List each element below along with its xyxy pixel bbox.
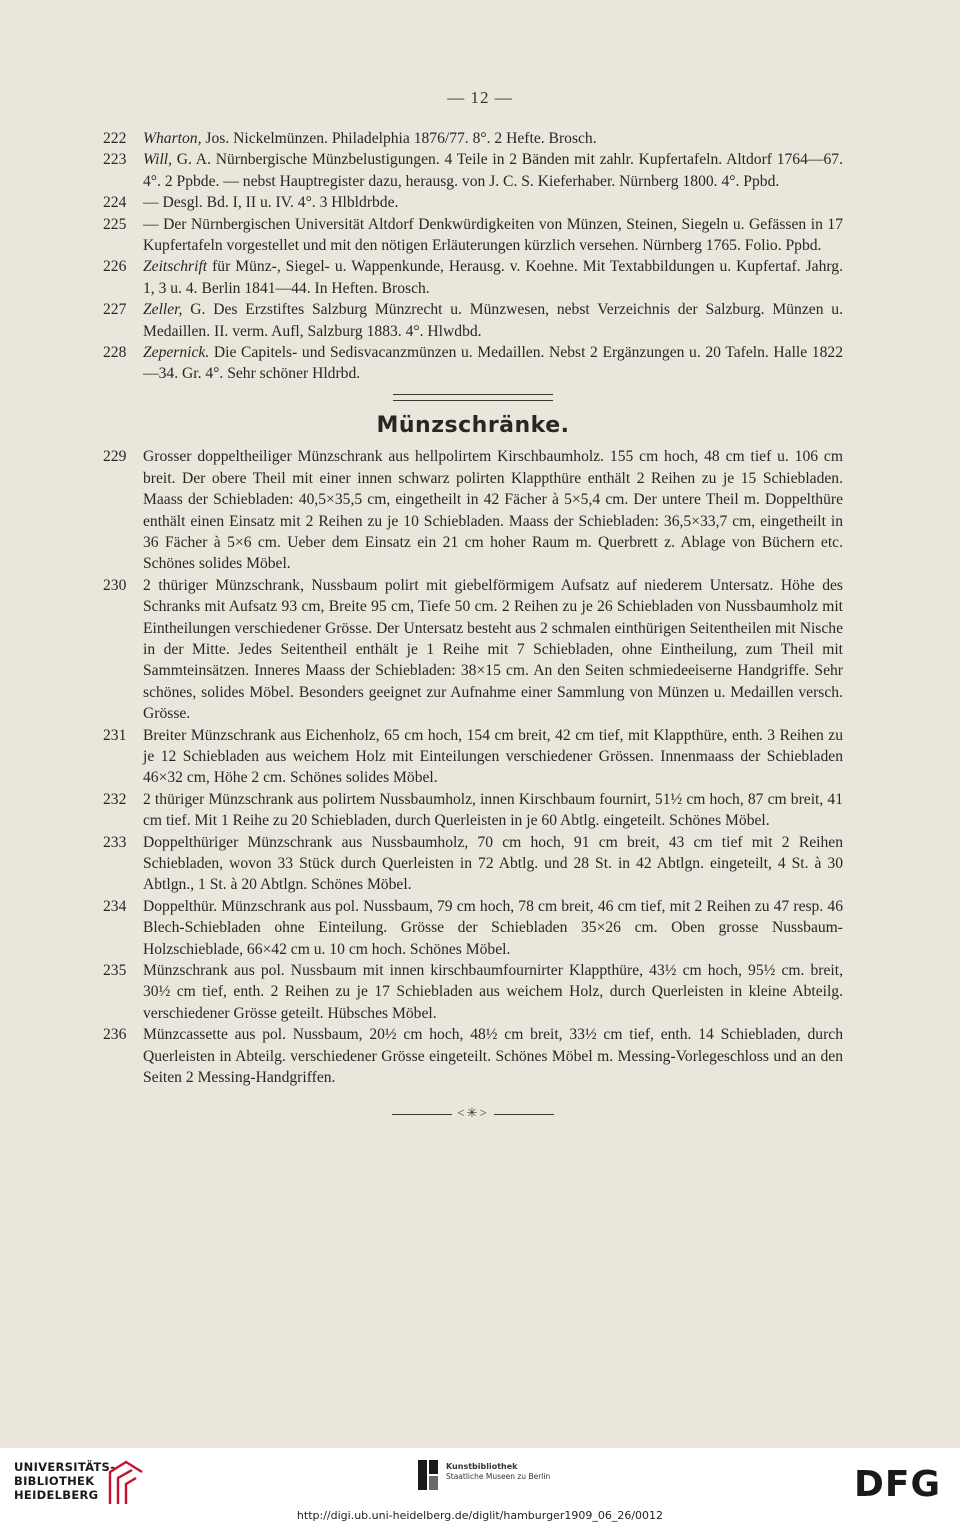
catalog-entry <box>103 256 843 299</box>
entry-author: Will, <box>143 151 173 169</box>
entry-text: Jos. Nickelmünzen. Philadelphia 1876/77. 8°. 2 Hefte. Brosch. <box>201 130 597 147</box>
entry-text: Doppelthür. Münzschrank aus pol. Nussbaum, 79 cm hoch, 78 cm breit, 46 cm tief, mit 2 Reihen zu 47 resp. 46 Blech-Schiebladen ohne Einteilung. Grösse der Schiebladen 35×26 cm. Oben grosse Nussbaum-Holzschieblade, 66×42 cm u. 10 cm hoch. Schönes Möbel. <box>143 897 843 958</box>
ub-logo-text <box>14 1460 115 1502</box>
entry-number: 231 <box>103 726 127 744</box>
entry-number: 223 <box>103 151 127 169</box>
ub-logo-line-1: UNIVERSITÄTS- <box>14 1460 116 1474</box>
catalog-entry <box>103 725 843 789</box>
ub-logo-line-2: BIBLIOTHEK <box>14 1474 95 1488</box>
kunstbibliothek-name: Kunstbibliothek <box>446 1462 518 1471</box>
catalog-entry <box>103 960 843 1024</box>
entry-author: Zeitschrift <box>143 258 208 276</box>
double-rule-divider <box>393 394 553 401</box>
entry-number: 225 <box>103 215 127 233</box>
entry-text: — Desgl. Bd. I, II u. IV. 4°. 3 Hlbldrbde. <box>143 194 399 212</box>
permalink-url[interactable]: http://digi.ub.uni-heidelberg.de/diglit/hamburger1909_06_26/0012 <box>296 1509 664 1522</box>
entry-author: Wharton, <box>143 130 202 147</box>
entry-number: 226 <box>103 258 127 276</box>
entry-number: 236 <box>103 1026 127 1044</box>
catalog-entry <box>103 896 843 960</box>
literature-list <box>103 128 843 385</box>
entry-text: für Münz-, Siegel- u. Wappenkunde, Herausg. v. Koehne. Mit Textabbildungen u. Kupfertaf. Jahrg. 1, 3 u. 4. Berlin 1841—44. In Heften. Brosch. <box>143 258 843 297</box>
ub-logo-line-3: HEIDELBERG <box>14 1488 99 1502</box>
kunstbibliothek-logo <box>418 1460 588 1504</box>
section-heading: Münzschränke. <box>376 412 570 438</box>
entry-number: 233 <box>103 833 127 851</box>
entry-number: 228 <box>103 344 127 362</box>
digitization-footer <box>0 1448 960 1526</box>
entry-text: 2 thüriger Münzschrank, Nussbaum polirt mit giebelförmigem Aufsatz auf niederem Untersatz. Höhe des Schranks mit Aufsatz 93 cm, Breite 95 cm, Tiefe 50 cm. 2 Reihen zu je 26 Schiebladen von Nussbaumholz mit Eintheilungen verschiedener Grösse. Der Untersatz besteht aus 2 schmalen einthürigen Seitentheilen mit Nische in der Mitte. Jedes Seitentheil enthält je 1 Reihe mit 7 Schiebladen, ohne Eintheilung, zum Theil mit Sammteinsätzen. Inneres Maass der Schiebladen: 38×15 cm. An den Seiten schmiedeeiserne Handgriffe. Sehr schönes, solides Möbel. Besonders geeignet zur Aufnahme einer Sammlung von Münzen u. Medaillen versch. Grösse. <box>143 576 843 723</box>
cabinet-list <box>103 446 843 1088</box>
entry-author: Zeller, <box>143 301 183 319</box>
entry-text: 2 thüriger Münzschrank aus polirtem Nussbaumholz, innen Kirschbaum fournirt, 51½ cm hoch, 87 cm breit, 41 cm tief. Mit 1 Reihe zu 20 Schiebladen, durch Querleisten in je 60 Abtlg. eingeteilt. Schönes Möbel. <box>143 790 843 830</box>
catalog-entry <box>103 789 843 832</box>
catalog-entry <box>103 575 843 725</box>
entry-number: 232 <box>103 790 127 808</box>
ornament-line-right <box>494 1114 554 1115</box>
catalog-entry <box>103 342 843 385</box>
entry-number: 227 <box>103 301 127 319</box>
page-number: — 12 — <box>447 88 513 107</box>
end-ornament <box>103 1102 843 1123</box>
catalog-entry <box>103 1024 843 1088</box>
entry-text: Breiter Münzschrank aus Eichenholz, 65 cm hoch, 154 cm breit, 42 cm tief, mit Klappthüre, enth. 3 Reihen zu je 12 Schiebladen aus weichem Holz mit Einteilungen verschiedener Grössen. Innenmaass der Schiebladen 46×32 cm, Höhe 2 cm. Schönes solides Möbel. <box>143 726 843 787</box>
entry-number: 222 <box>103 130 127 147</box>
entry-number: 230 <box>103 576 127 594</box>
entry-number: 229 <box>103 448 127 466</box>
kunstbibliothek-mark-icon <box>418 1460 438 1490</box>
kunstbibliothek-subtitle: Staatliche Museen zu Berlin <box>446 1472 551 1481</box>
entry-text: Münzcassette aus pol. Nussbaum, 20½ cm hoch, 48½ cm breit, 33½ cm tief, enth. 14 Schiebladen, durch Querleisten in Abteilg. verschiedener Grösse eingeteilt. Schönes Möbel m. Messing-Vorlegeschloss und an den Seiten 2 Messing-Handgriffen. <box>143 1026 843 1087</box>
kunstbibliothek-text <box>446 1462 550 1482</box>
catalog-content <box>103 128 843 1124</box>
entry-number: 235 <box>103 962 127 980</box>
entry-text: G. Des Erzstiftes Salzburg Münzrecht u. Münzwesen, nebst Verzeichnis der Salzburg. Münzen u. Medaillen. II. verm. Aufl, Salzburg 1883. 4°. Hlwdbd. <box>143 301 843 340</box>
entry-text: — Der Nürnbergischen Universität Altdorf Denkwürdigkeiten von Münzen, Steinen, Siegeln u. Gefässen in 17 Kupfertafeln vorgestellet und mit den nötigen Erläuterungen kürzlich versehen. Nürnberg 1765. Folio. Ppbd. <box>143 215 843 255</box>
entry-text: Münzschrank aus pol. Nussbaum mit innen kirschbaumfournirter Klappthüre, 43½ cm hoch, 95½ cm. breit, 30½ cm tief, enth. 2 Reihen zu je 17 Schiebladen aus weichem Holz, durch Querleisten in kleine Abteilg. verschiedener Grösse geteilt. Hübsches Möbel. <box>143 962 843 1022</box>
entry-number: 234 <box>103 897 127 915</box>
catalog-entry <box>103 128 843 149</box>
catalog-entry <box>103 299 843 342</box>
entry-text: Doppelthüriger Münzschrank aus Nussbaumholz, 70 cm hoch, 91 cm breit, 43 cm tief mit 2 Reihen Schiebladen, wovon 33 Stück durch Querleisten in 72 Abtlg. und 28 St. in 42 Abtlgn. eingeteilt, 4 St. à 30 Abtlgn., 1 St. à 20 Abtlgn. Schönes Möbel. <box>143 833 843 894</box>
entry-number: 224 <box>103 194 127 212</box>
ub-heidelberg-logo <box>14 1460 214 1510</box>
entry-text: G. A. Nürnbergische Münzbelustigungen. 4 Teile in 2 Bänden mit zahlr. Kupfertafeln. Altdorf 1764—67. 4°. 2 Ppbde. — nebst Hauptregister dazu, herausg. von J. C. S. Kieferhaber. Nürnberg 1800. 4°. Ppbd. <box>143 151 843 190</box>
catalog-entry <box>103 214 843 257</box>
ornament-line-left <box>392 1114 452 1115</box>
dfg-logo-text: DFG <box>854 1464 942 1502</box>
entry-text: Die Capitels- und Sedisvacanzmünzen u. Medaillen. Nebst 2 Ergänzungen u. 20 Tafeln. Halle 1822—34. Gr. 4°. Sehr schöner Hldrbd. <box>143 344 843 383</box>
entry-text: Grosser doppeltheiliger Münzschrank aus hellpolirtem Kirschbaumholz. 155 cm hoch, 48 cm tief u. 106 cm breit. Der obere Theil mit einer innen schwarz polirten Klappthüre enthält 2 Reihen zu je 15 Schiebladen. Maass der Schiebladen: 40,5×35,5 cm, eingetheilt in 42 Fächer à 5×5,4 cm. Der untere Theil m. Doppelthüre enthält einen Einsatz mit 2 Reihen zu je 10 Schiebladen. Maass der Schiebladen: 36,5×33,7 cm, eingetheilt in 36 Fächer à 5×6 cm. Ueber dem Einsatz ein 21 cm hoher Raum m. Querbrett z. Ablage von Büchern etc. Schönes solides Möbel. <box>143 448 843 573</box>
catalog-entry <box>103 446 843 574</box>
catalog-entry <box>103 149 843 192</box>
entry-author: Zepernick. <box>143 344 210 362</box>
ub-mark-icon <box>106 1458 146 1506</box>
dfg-logo <box>854 1462 948 1502</box>
ornament-star-icon: <✳> <box>457 1105 489 1121</box>
catalog-entry <box>103 192 843 213</box>
catalog-entry <box>103 832 843 896</box>
